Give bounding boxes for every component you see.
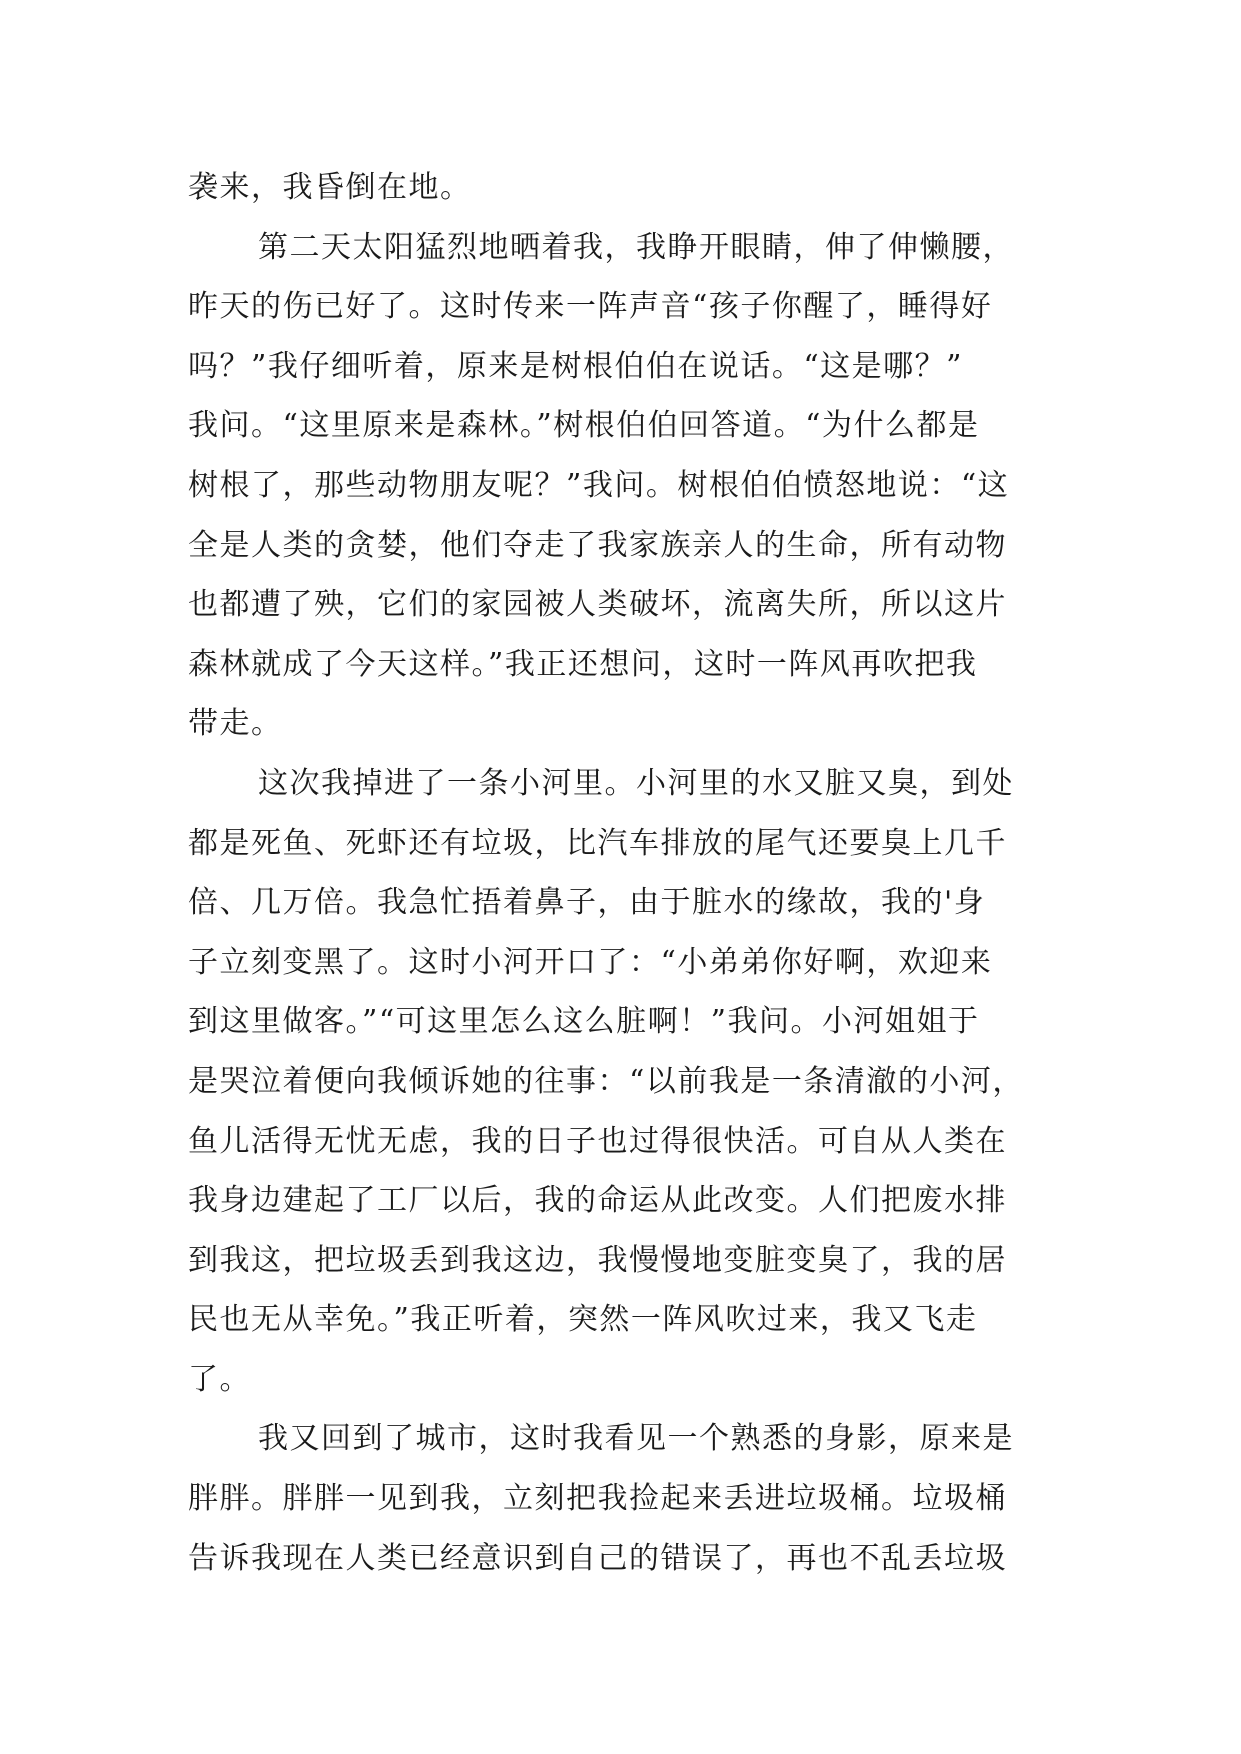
text-line: 了。 <box>188 1361 251 1397</box>
paragraph-first-line: 这次我掉进了一条小河里。小河里的水又脏又臭，到处 <box>258 765 1014 801</box>
text-line: 森林就成了今天这样。”我正还想问，这时一阵风再吹把我 <box>188 646 978 682</box>
paragraph-first-line: 我又回到了城市，这时我看见一个熟悉的身影，原来是 <box>258 1421 1014 1457</box>
paragraph-first-line: 第二天太阳猛烈地晒着我，我睁开眼睛，伸了伸懒腰， <box>258 229 1014 265</box>
text-line: 到这里做客。”“可这里怎么这么脏啊！”我问。小河姐姐于 <box>188 1004 980 1040</box>
text-line: 我问。“这里原来是森林。”树根伯伯回答道。“为什么都是 <box>188 408 980 444</box>
text-line: 我身边建起了工厂以后，我的命运从此改变。人们把废水排 <box>188 1183 1007 1219</box>
body-text <box>188 158 1058 1588</box>
text-line: 袭来，我昏倒在地。 <box>188 170 472 205</box>
text-line: 全是人类的贪婪，他们夺走了我家族亲人的生命，所有动物 <box>188 527 1007 563</box>
text-line: 告诉我现在人类已经意识到自己的错误了，再也不乱丢垃圾 <box>188 1540 1007 1576</box>
text-line: 都是死鱼、死虾还有垃圾，比汽车排放的尾气还要臭上几千 <box>188 825 1007 861</box>
text-line: 鱼儿活得无忧无虑，我的日子也过得很快活。可自从人类在 <box>188 1123 1007 1159</box>
text-line: 昨天的伤已好了。这时传来一阵声音“孩子你醒了，睡得好 <box>188 289 993 325</box>
text-line: 也都遭了殃，它们的家园被人类破坏，流离失所，所以这片 <box>188 587 1007 623</box>
text-line: 胖胖。胖胖一见到我，立刻把我捡起来丢进垃圾桶。垃圾桶 <box>188 1481 1007 1517</box>
text-line: 民也无从幸免。”我正听着，突然一阵风吹过来，我又飞走 <box>188 1302 978 1338</box>
text-line: 吗？”我仔细听着，原来是树根伯伯在说话。“这是哪？” <box>188 348 964 384</box>
text-line: 是哭泣着便向我倾诉她的往事：“以前我是一条清澈的小河， <box>188 1063 1024 1099</box>
text-line: 带走。 <box>188 706 283 742</box>
text-line: 到我这，把垃圾丢到我这边，我慢慢地变脏变臭了，我的居 <box>188 1242 1007 1278</box>
text-line: 子立刻变黑了。这时小河开口了：“小弟弟你好啊，欢迎来 <box>188 944 993 980</box>
text-line: 倍、几万倍。我急忙捂着鼻子，由于脏水的缘故，我的'身 <box>188 885 986 921</box>
text-line: 树根了，那些动物朋友呢？”我问。树根伯伯愤怒地说：“这 <box>188 467 1010 503</box>
